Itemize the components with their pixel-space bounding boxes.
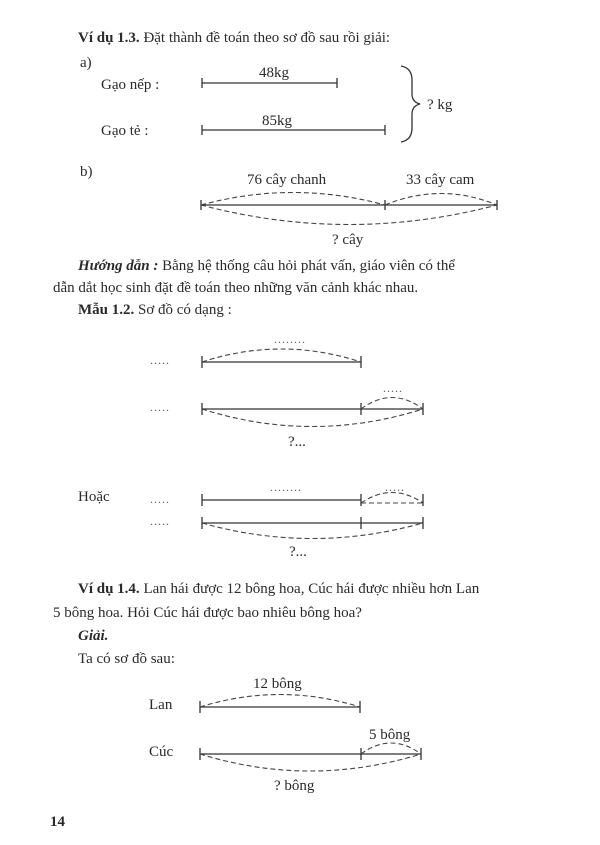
or-label: Hoặc [78,489,110,505]
total-placeholder-2: ?... [289,544,307,560]
guidance-text-1: Bằng hệ thống câu hỏi phát vấn, giáo viên có thể [162,258,455,274]
example-1-4-text-1: Lan hái được 12 bông hoa, Cúc hái được nhiều hơn Lan [143,581,480,597]
value-label-5-bong: 5 bông [369,727,411,743]
example-1-4-text-2: 5 bông hoa. Hỏi Cúc hái được bao nhiêu bông hoa? [53,605,362,621]
placeholder-row-2: ..... [150,400,170,414]
example-title: Ví dụ 1.3. [78,30,140,46]
total-label-cay: ? cây [332,232,364,248]
placeholder-row-4: ..... [150,514,170,528]
segment-label-chanh: 76 cây chanh [247,172,327,188]
arc-lan [200,695,360,708]
template-title: Mẫu 1.2. [78,302,135,318]
bar-cuc [200,748,421,760]
placeholder-long-1: ........ [274,332,306,346]
row-label-gao-nep: Gạo nếp : [101,77,160,93]
example-prompt: Đặt thành đề toán theo sơ đồ sau rồi giải: [143,30,391,46]
placeholder-long-2: ........ [270,480,302,494]
guidance-text-2: dẫn dắt học sinh đặt đề toán theo những văn cảnh khác nhau. [53,280,419,296]
page-number: 14 [50,814,65,830]
total-placeholder-1: ?... [288,434,306,450]
arc-cuc-extra [361,743,421,754]
placeholder-row-3: ..... [150,492,170,506]
value-label-48kg: 48kg [259,65,289,81]
guidance-heading: Hướng dẫn : [78,258,159,274]
solution-heading: Giải. [78,628,109,644]
row-label-gao-te: Gạo tẻ : [101,123,149,139]
template-caption: Sơ đồ có dạng : [138,302,232,318]
example-1-4-title: Ví dụ 1.4. [78,581,140,597]
placeholder-short-2: ..... [385,480,405,494]
value-label-12-bong: 12 bông [253,676,302,692]
part-b-label: b) [80,164,93,180]
total-label-kg: ? kg [427,97,453,113]
row-label-lan: Lan [149,697,173,713]
placeholder-short-1: ..... [383,381,403,395]
row-label-cuc: Cúc [149,744,174,760]
arc-cuc-total [200,754,421,771]
total-label-bong: ? bông [274,778,315,794]
segment-label-cam: 33 cây cam [406,172,475,188]
solution-intro: Ta có sơ đồ sau: [78,651,175,667]
bar-lan [200,701,360,713]
part-a-label: a) [80,55,92,71]
value-label-85kg: 85kg [262,113,292,129]
placeholder-row-1: ..... [150,353,170,367]
